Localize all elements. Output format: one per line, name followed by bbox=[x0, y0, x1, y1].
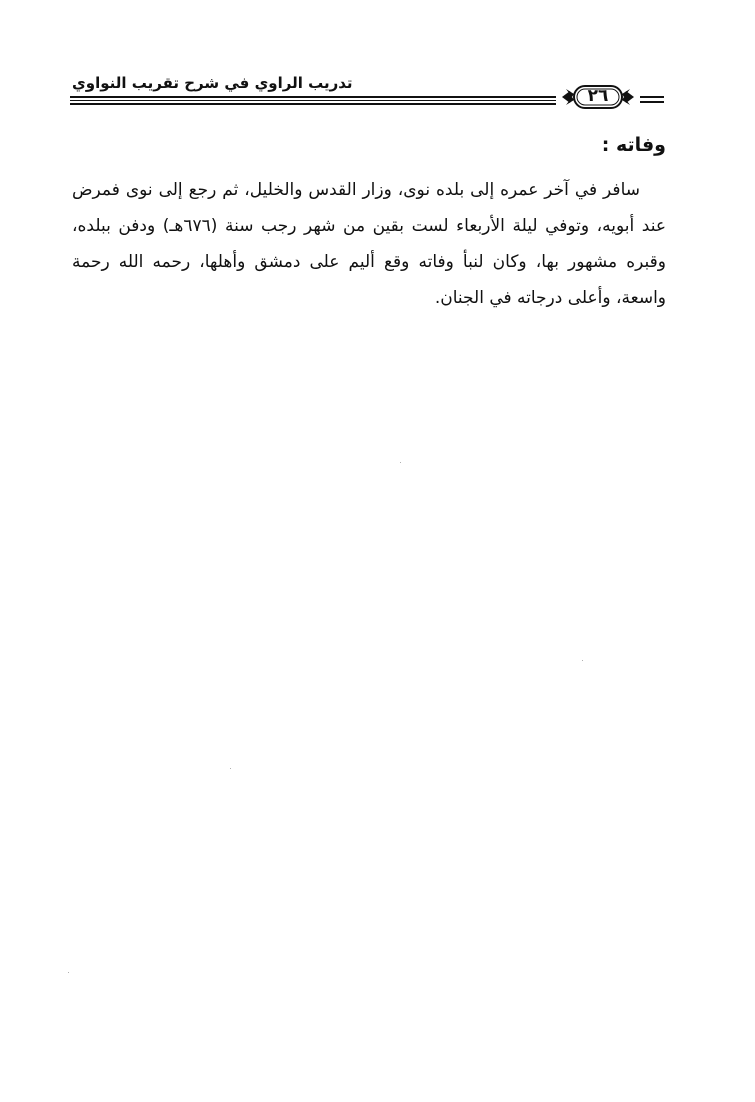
page-header bbox=[68, 70, 668, 110]
scan-speck bbox=[582, 660, 583, 661]
page-number: ٢٦ bbox=[587, 86, 609, 106]
section-heading: وفاته : bbox=[601, 134, 666, 156]
book-title: تدريب الراوي في شرح تقريب النواوي bbox=[72, 74, 353, 92]
body-paragraph: سافر في آخر عمره إلى بلده نوى، وزار القدس والخليل، ثم رجع إلى نوى فمرض عند أبويه، وتوفي ليلة الأربعاء لست بقين من شهر رجب سنة (٦٧٦هـ) ودفن ببلده، وقبره مشهور بها، وكان لنبأ وفاته وقع أليم على دمشق وأهلها، رحمه الله رحمة واسعة، وأعلى درجاته في الجنان. bbox=[72, 180, 666, 308]
header-rule bbox=[70, 103, 556, 105]
header-rule bbox=[70, 100, 556, 101]
scan-speck bbox=[400, 462, 401, 463]
scan-speck bbox=[230, 768, 231, 769]
main-content bbox=[72, 130, 666, 316]
page-number-badge bbox=[560, 80, 636, 114]
header-dash bbox=[640, 101, 664, 103]
scan-speck bbox=[68, 972, 69, 973]
header-dash bbox=[640, 96, 664, 98]
header-rule bbox=[70, 96, 556, 98]
